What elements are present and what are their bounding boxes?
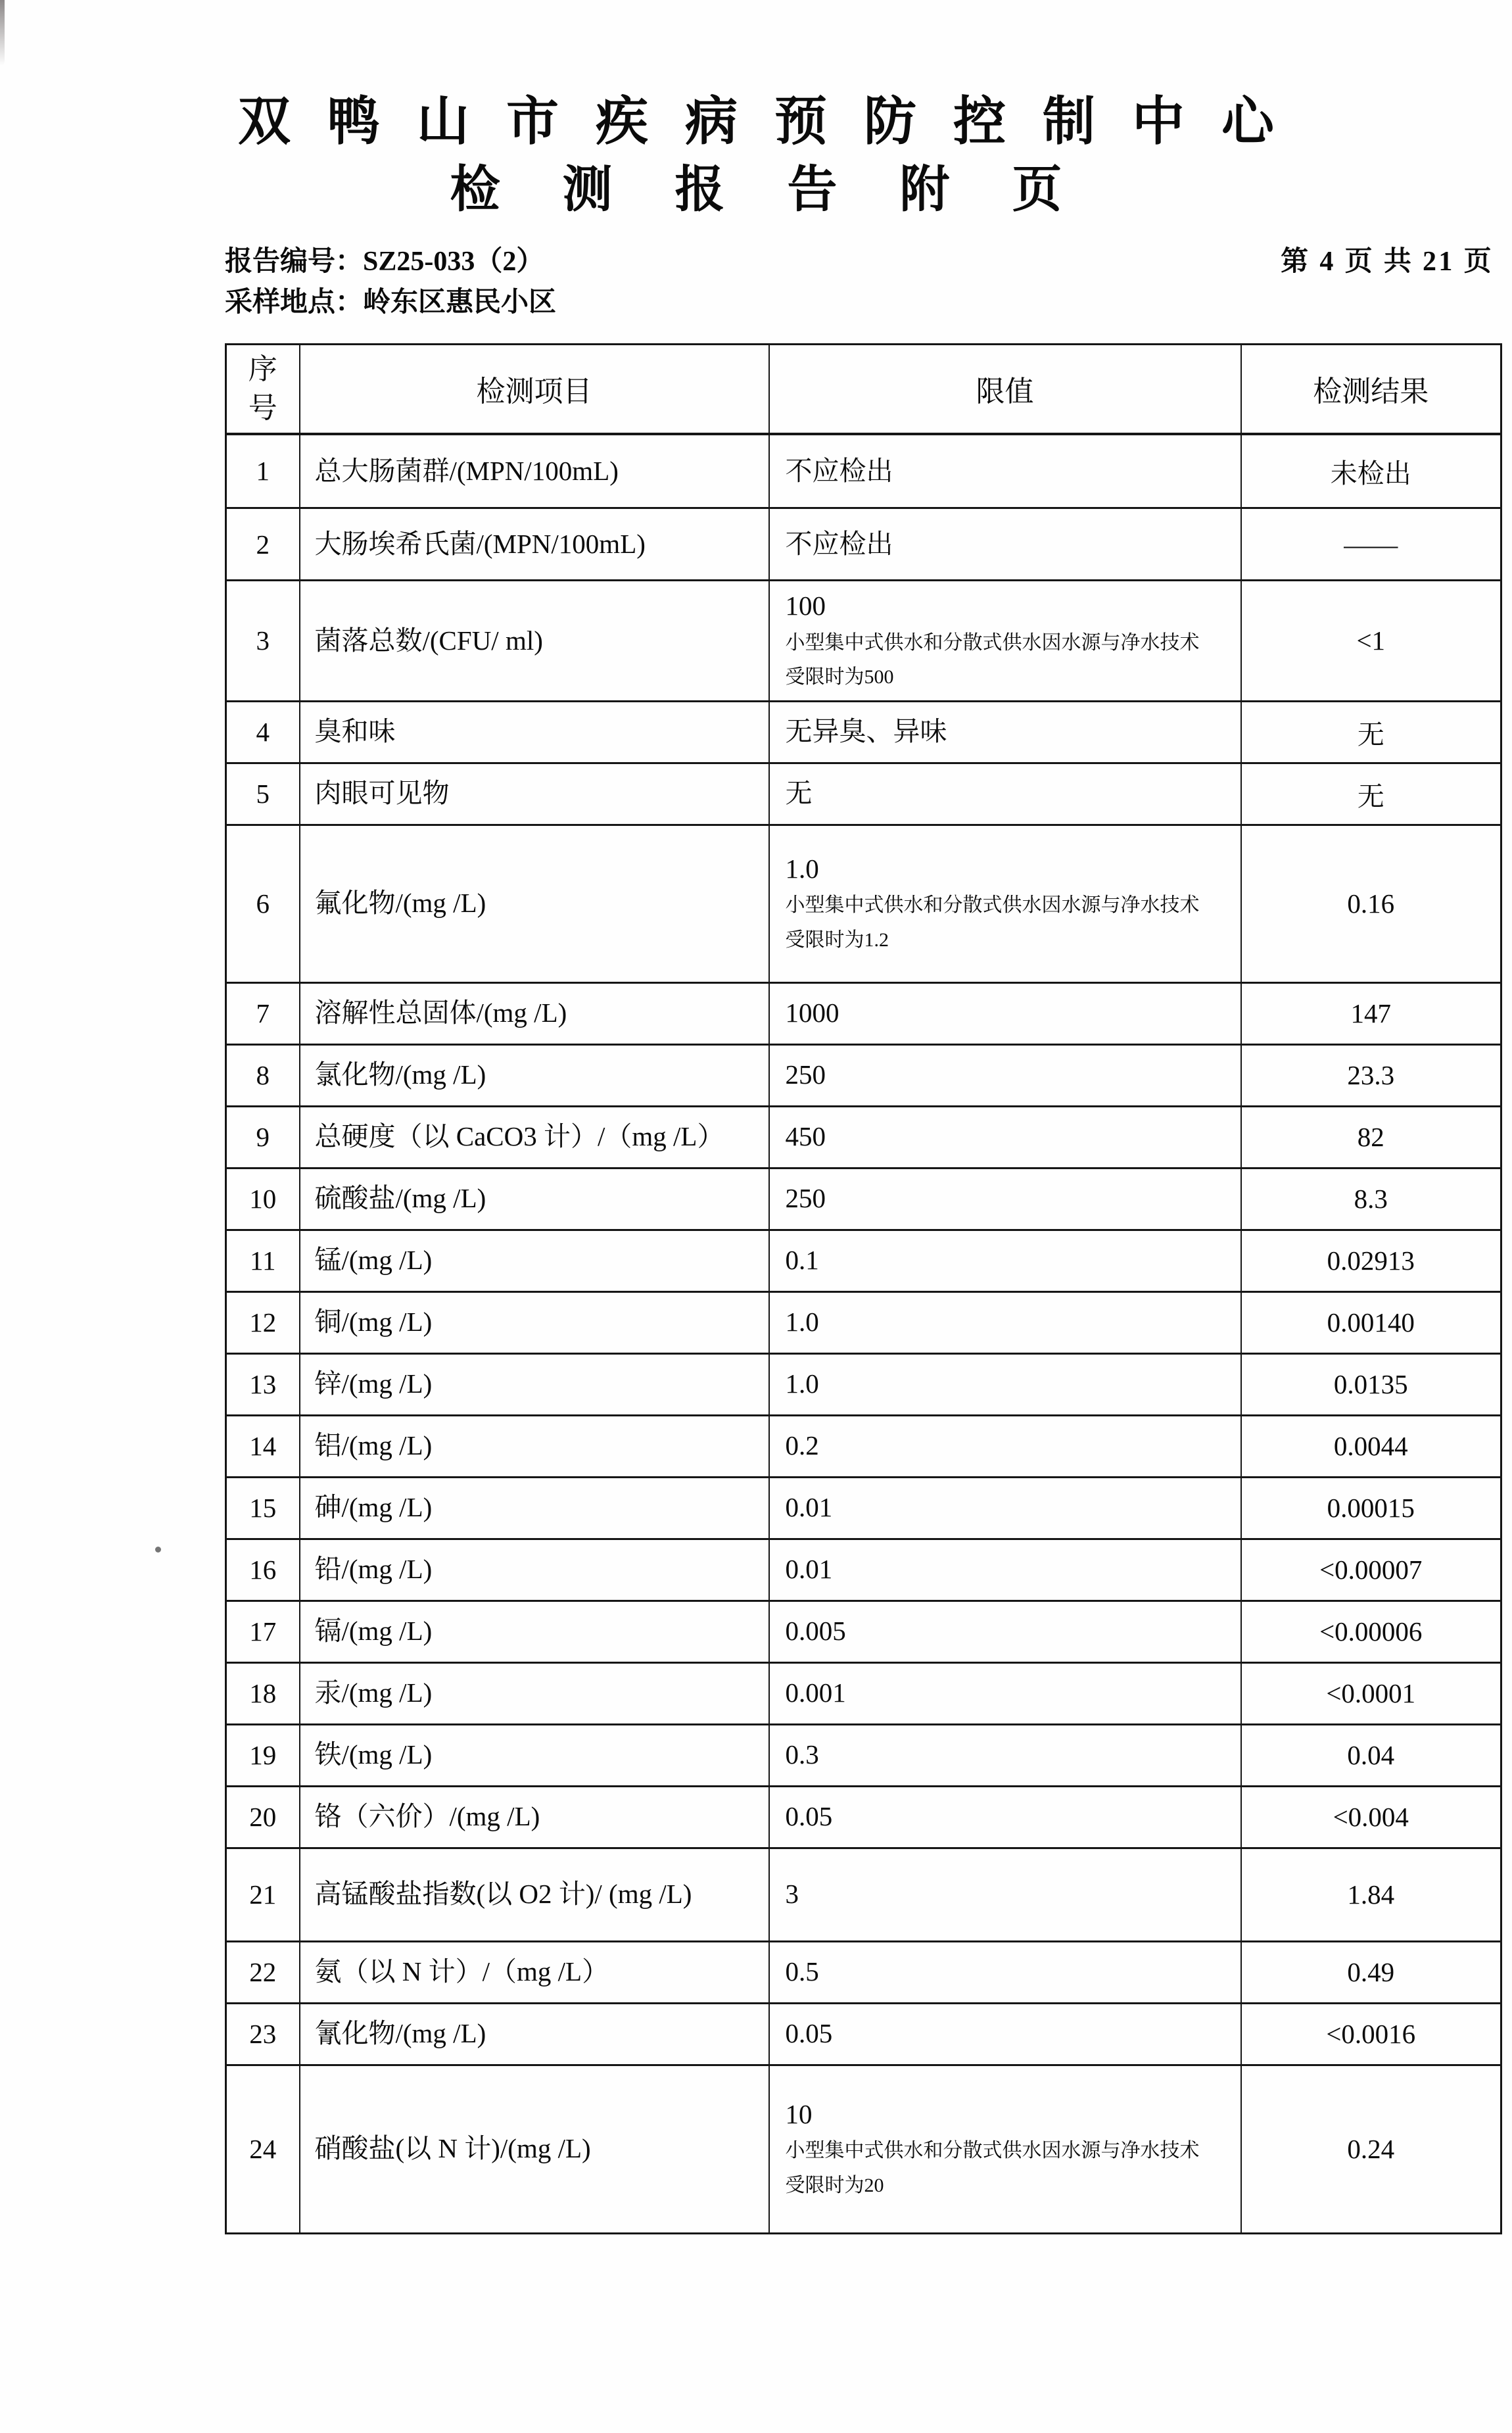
result-cell: 1.84: [1241, 1848, 1501, 1941]
row-number-cell: 22: [226, 1941, 300, 2003]
test-item-cell: 铅/(mg /L): [300, 1539, 769, 1601]
page-indicator: 第 4 页 共 21 页: [1281, 246, 1494, 277]
test-item-cell: 汞/(mg /L): [300, 1662, 769, 1724]
limit-cell: [769, 1044, 1241, 1106]
limit-cell: [769, 1662, 1241, 1724]
limit-value: 1.0: [785, 1368, 819, 1399]
test-item-cell: 高锰酸盐指数(以 O2 计)/ (mg /L): [300, 1848, 769, 1941]
limit-cell: [769, 1477, 1241, 1539]
table-row: [226, 1539, 1501, 1601]
result-cell: <0.0016: [1241, 2003, 1501, 2065]
limit-value: 不应检出: [785, 528, 893, 559]
table-row: [226, 1601, 1501, 1662]
test-item-cell: 硝酸盐(以 N 计)/(mg /L): [300, 2065, 769, 2233]
row-number-cell: 12: [226, 1291, 300, 1353]
limit-value: 0.3: [785, 1739, 819, 1770]
row-number-cell: 24: [226, 2065, 300, 2233]
limit-note-line: 小型集中式供水和分散式供水因水源与净水技术: [785, 2140, 1200, 2162]
test-item-cell: 臭和味: [300, 701, 769, 763]
result-cell: 0.02913: [1241, 1230, 1501, 1291]
result-cell: ——: [1241, 508, 1501, 581]
col-header-limit: 限值: [769, 345, 1241, 434]
table-row: [226, 1291, 1501, 1353]
result-cell: 82: [1241, 1106, 1501, 1168]
result-cell: 0.00140: [1241, 1291, 1501, 1353]
test-item-cell: 菌落总数/(CFU/ ml): [300, 581, 769, 701]
result-cell: 0.0044: [1241, 1415, 1501, 1477]
results-table-body: [226, 434, 1501, 2233]
limit-note-line: 小型集中式供水和分散式供水因水源与净水技术: [785, 894, 1200, 917]
limit-note-line: 小型集中式供水和分散式供水因水源与净水技术: [785, 631, 1200, 654]
col-header-no-cell: [226, 345, 300, 434]
row-number-cell: 13: [226, 1353, 300, 1415]
result-cell: 147: [1241, 982, 1501, 1044]
result-cell: 0.04: [1241, 1724, 1501, 1786]
limit-cell: [769, 1168, 1241, 1230]
row-number-cell: 5: [226, 763, 300, 825]
col-header-no: 序号: [248, 353, 277, 425]
limit-cell: [769, 1848, 1241, 1941]
test-item-cell: 氟化物/(mg /L): [300, 825, 769, 982]
limit-value: 3: [785, 1879, 799, 1910]
limit-cell: [769, 1601, 1241, 1662]
meta-row: [225, 246, 1494, 277]
limit-value: 0.005: [785, 1616, 846, 1647]
result-cell: 未检出: [1241, 434, 1501, 508]
table-row: [226, 1477, 1501, 1539]
row-number-cell: 19: [226, 1724, 300, 1786]
row-number-cell: 18: [226, 1662, 300, 1724]
test-item-cell: 铝/(mg /L): [300, 1415, 769, 1477]
result-cell: 0.16: [1241, 825, 1501, 982]
limit-cell: [769, 763, 1241, 825]
limit-value: 无: [785, 778, 813, 809]
row-number-cell: 7: [226, 982, 300, 1044]
limit-value: 10: [785, 2098, 813, 2129]
result-cell: 无: [1241, 701, 1501, 763]
row-number-cell: 11: [226, 1230, 300, 1291]
row-number-cell: 2: [226, 508, 300, 581]
col-header-item: 检测项目: [300, 345, 769, 434]
limit-value: 0.2: [785, 1430, 819, 1461]
row-number-cell: 3: [226, 581, 300, 701]
row-number-cell: 23: [226, 2003, 300, 2065]
row-number-cell: 1: [226, 434, 300, 508]
sample-site-value: 岭东区惠民小区: [363, 287, 557, 318]
table-header-row: [226, 345, 1501, 434]
result-cell: <0.00007: [1241, 1539, 1501, 1601]
table-row: [226, 2065, 1501, 2233]
result-cell: 0.49: [1241, 1941, 1501, 2003]
table-row: [226, 1044, 1501, 1106]
table-row: [226, 1168, 1501, 1230]
row-number-cell: 16: [226, 1539, 300, 1601]
limit-cell: [769, 581, 1241, 701]
test-item-cell: 总大肠菌群/(MPN/100mL): [300, 434, 769, 508]
report-number-value: SZ25-033（2）: [363, 246, 544, 277]
limit-value: 0.05: [785, 1801, 833, 1832]
test-item-cell: 氯化物/(mg /L): [300, 1044, 769, 1106]
result-cell: <0.004: [1241, 1786, 1501, 1848]
row-number-cell: 21: [226, 1848, 300, 1941]
limit-value: 0.5: [785, 1956, 819, 1987]
limit-value: 1000: [785, 998, 839, 1028]
table-row: [226, 1724, 1501, 1786]
limit-value: 0.05: [785, 2018, 833, 2049]
table-row: [226, 434, 1501, 508]
table-row: [226, 1415, 1501, 1477]
limit-cell: [769, 1724, 1241, 1786]
row-number-cell: 6: [226, 825, 300, 982]
test-item-cell: 砷/(mg /L): [300, 1477, 769, 1539]
sample-site-label: 采样地点：: [225, 287, 364, 318]
report-number: [225, 246, 544, 277]
table-row: [226, 1786, 1501, 1848]
scan-artifact-smudge: [0, 0, 5, 66]
row-number-cell: 9: [226, 1106, 300, 1168]
test-item-cell: 锰/(mg /L): [300, 1230, 769, 1291]
test-item-cell: 氨（以 N 计）/（mg /L）: [300, 1941, 769, 2003]
limit-value: 0.001: [785, 1677, 846, 1708]
limit-value: 0.01: [785, 1554, 833, 1585]
result-cell: 23.3: [1241, 1044, 1501, 1106]
table-row: [226, 982, 1501, 1044]
table-row: [226, 508, 1501, 581]
result-cell: 0.24: [1241, 2065, 1501, 2233]
test-item-cell: 总硬度（以 CaCO3 计）/（mg /L）: [300, 1106, 769, 1168]
table-row: [226, 2003, 1501, 2065]
limit-value: 0.01: [785, 1492, 833, 1523]
limit-cell: [769, 1230, 1241, 1291]
col-header-result: 检测结果: [1241, 345, 1501, 434]
table-row: [226, 825, 1501, 982]
row-number-cell: 4: [226, 701, 300, 763]
limit-cell: [769, 2065, 1241, 2233]
limit-cell: [769, 982, 1241, 1044]
result-cell: <1: [1241, 581, 1501, 701]
limit-cell: [769, 1786, 1241, 1848]
row-number-cell: 15: [226, 1477, 300, 1539]
limit-cell: [769, 825, 1241, 982]
test-item-cell: 硫酸盐/(mg /L): [300, 1168, 769, 1230]
row-number-cell: 17: [226, 1601, 300, 1662]
scan-artifact-dot: [155, 1547, 161, 1553]
table-row: [226, 1230, 1501, 1291]
limit-value: 450: [785, 1121, 826, 1152]
table-row: [226, 701, 1501, 763]
test-item-cell: 溶解性总固体/(mg /L): [300, 982, 769, 1044]
table-row: [226, 1848, 1501, 1941]
table-row: [226, 763, 1501, 825]
limit-note-line: 受限时为20: [785, 2174, 884, 2196]
test-item-cell: 镉/(mg /L): [300, 1601, 769, 1662]
table-row: [226, 1106, 1501, 1168]
limit-cell: [769, 1106, 1241, 1168]
test-item-cell: 锌/(mg /L): [300, 1353, 769, 1415]
limit-cell: [769, 1941, 1241, 2003]
limit-value: 250: [785, 1059, 826, 1090]
doc-title: 检测报告附页: [450, 162, 1125, 218]
limit-value: 100: [785, 590, 826, 621]
limit-value: 1.0: [785, 1307, 819, 1337]
test-item-cell: 铜/(mg /L): [300, 1291, 769, 1353]
limit-cell: [769, 1353, 1241, 1415]
limit-value: 0.1: [785, 1245, 819, 1276]
limit-cell: [769, 2003, 1241, 2065]
result-cell: 0.0135: [1241, 1353, 1501, 1415]
limit-value: 不应检出: [785, 455, 893, 486]
limit-cell: [769, 1539, 1241, 1601]
test-item-cell: 大肠埃希氏菌/(MPN/100mL): [300, 508, 769, 581]
row-number-cell: 8: [226, 1044, 300, 1106]
sample-site-row: [225, 287, 1512, 318]
table-row: [226, 1353, 1501, 1415]
limit-cell: [769, 434, 1241, 508]
result-cell: 无: [1241, 763, 1501, 825]
results-table: [225, 343, 1502, 2234]
result-cell: <0.0001: [1241, 1662, 1501, 1724]
limit-value: 250: [785, 1183, 826, 1214]
table-row: [226, 1662, 1501, 1724]
result-cell: 0.00015: [1241, 1477, 1501, 1539]
limit-value: 1.0: [785, 853, 819, 884]
test-item-cell: 铬（六价）/(mg /L): [300, 1786, 769, 1848]
table-row: [226, 581, 1501, 701]
result-cell: 8.3: [1241, 1168, 1501, 1230]
test-item-cell: 肉眼可见物: [300, 763, 769, 825]
limit-note-line: 受限时为500: [785, 666, 894, 688]
row-number-cell: 20: [226, 1786, 300, 1848]
test-item-cell: 氰化物/(mg /L): [300, 2003, 769, 2065]
limit-note-line: 受限时为1.2: [785, 928, 889, 951]
limit-cell: [769, 1415, 1241, 1477]
limit-cell: [769, 1291, 1241, 1353]
result-cell: <0.00006: [1241, 1601, 1501, 1662]
table-row: [226, 1941, 1501, 2003]
org-title: 双鸭山市疾病预防控制中心: [238, 93, 1311, 151]
limit-cell: [769, 508, 1241, 581]
row-number-cell: 10: [226, 1168, 300, 1230]
report-number-label: 报告编号：: [225, 246, 364, 277]
limit-value: 无异臭、异味: [785, 716, 947, 747]
row-number-cell: 14: [226, 1415, 300, 1477]
limit-cell: [769, 701, 1241, 763]
test-item-cell: 铁/(mg /L): [300, 1724, 769, 1786]
